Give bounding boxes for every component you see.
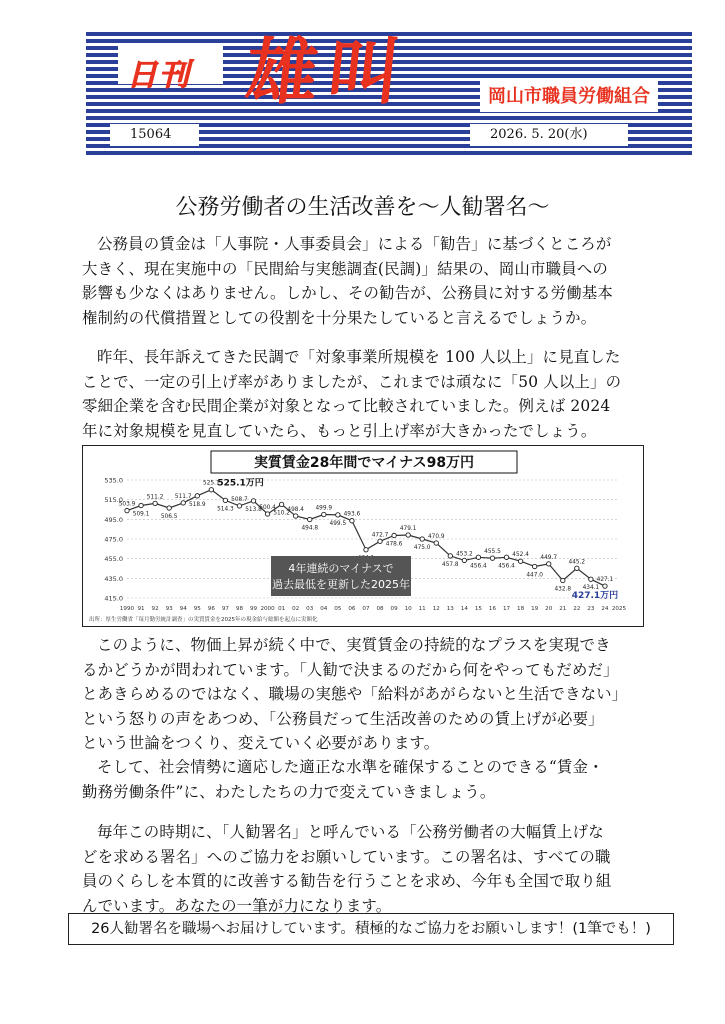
chart-data-label: 456.4 [470,563,487,570]
chart-point [293,514,297,518]
chart-point [420,537,424,541]
chart-point [378,539,382,543]
paragraph-line: 昨年、長年訴えてきた民調で「対象事業所規模を 100 人以上」に見直した [97,348,621,366]
chart-source: 出所：厚生労働省「毎月勤労統計調査」の実質賃金を2025年の現金給与総額を起点に実額化 [89,617,318,623]
chart-data-label: 453.2 [456,551,473,558]
paragraph-line: 勤務労働条件”に、わたしたちの力で変えていきましょう。 [82,782,496,801]
chart-x-tick-label: 13 [446,606,454,612]
chart-x-tick-label: 1990 [119,606,135,612]
chart-data-label: 509.1 [132,511,150,518]
chart-data-label: 511.7 [174,493,192,500]
chart-x-tick-label: 96 [207,606,215,612]
chart-point [532,564,536,568]
chart-data-label: 514.3 [217,506,234,513]
signature-notice-box: 26人勧署名を職場へお届けしています。積極的なご協力をお願いします！(1筆でも！) [68,913,674,945]
chart-x-tick-label: 01 [278,606,286,612]
chart-data-label: 456.4 [498,563,515,570]
chart-x-tick-label: 97 [221,606,229,612]
paragraph-line: という怒りの声をあつめ、「公務員だって生活改善のための賃上げが必要」 [82,709,604,728]
chart-data-label: 475.0 [413,545,431,551]
chart-point [209,488,213,492]
chart-point [504,555,508,559]
chart-x-tick-label: 98 [235,606,244,612]
chart-x-tick-label: 10 [404,606,412,612]
chart-y-tick-label: 475.0 [104,535,123,544]
chart-point [603,584,607,588]
chart-point [265,512,269,516]
chart-x-tick-label: 12 [432,606,440,612]
chart-x-tick-label: 19 [531,606,539,612]
chart-x-tick-label: 09 [390,606,398,612]
real-wage-chart [82,445,644,627]
chart-y-ticks [104,477,123,603]
chart-data-label: 470.9 [427,534,445,541]
chart-y-tick-label: 535.0 [104,476,123,485]
chart-data-label: 499.9 [315,505,333,512]
paragraph-line: どを求める署名」へのご協力をお願いしています。この署名は、すべての職 [82,847,611,866]
chart-x-tick-label: 02 [292,606,300,612]
paragraph-line: とあきらめるのではなく、職場の実態や「給料があがらないと生活できない」 [82,685,628,703]
paragraph-2 [82,345,642,443]
paragraph-line: 影響も少なくはありません。しかし、その勧告が、公務員に対する労働基本 [82,284,614,302]
chart-point [406,533,410,537]
chart-x-tick-label: 2025 [611,606,627,612]
masthead-title: 雄叫 [241,30,415,114]
chart-data-label: 478.6 [385,541,403,548]
chart-x-tick-label: 06 [348,606,356,612]
chart-annotation-line2: 過去最低を更新した2025年 [272,578,410,591]
chart-y-tick-label: 455.0 [104,555,123,564]
paragraph-4 [82,755,642,804]
chart-data-label: 525.1 [203,480,220,487]
chart-point [547,562,551,566]
chart-data-label: 513.8 [245,506,262,513]
chart-x-tick-label: 03 [306,606,314,612]
paragraph-line: るかどうかが問われています。「人勧で決まるのだから何をやってもだめだ」 [82,660,619,679]
chart-x-tick-label: 16 [488,606,497,612]
chart-point [518,559,522,563]
paragraph-line: 大きく、現在実施中の「民間給与実態調査(民調)」結果の、岡山市職員への [82,259,608,278]
chart-point [139,503,143,507]
chart-data-label: 511.2 [146,494,164,501]
paragraph-line: ことで、一定の引上げ率がありましたが、これまでは頑なに「50 人以上」の [82,372,622,391]
chart-point [322,512,326,516]
chart-y-tick-label: 415.0 [104,594,123,603]
chart-x-tick-label: 22 [573,606,581,612]
chart-peak-label: 525.1万円 [217,478,264,489]
chart-data-label: 472.7 [371,532,389,539]
chart-point [392,533,396,537]
chart-data-label: 457.8 [442,561,459,568]
chart-point [336,513,340,517]
paragraph-line: という世論をつくり、変えていく必要があります。 [82,734,440,752]
headline: 公務労働者の生活改善を～人勧署名～ [175,195,550,220]
issue-number: 15064 [110,124,199,146]
chart-y-tick-label: 515.0 [104,496,123,505]
chart-annotation-line1: 4年連続のマイナスで [288,562,394,575]
chart-point [195,494,199,498]
paragraph-line: 毎年この時期に、「人勧署名」と呼んでいる「公務労働者の大幅賃上げな [97,823,604,841]
paragraph-5 [82,820,642,918]
chart-x-tick-label: 23 [587,606,595,612]
chart-x-tick-label: 24 [601,606,609,612]
chart-point [223,498,227,502]
chart-title: 実質賃金28年間でマイナス98万円 [253,455,475,471]
chart-x-tick-label: 05 [334,606,342,612]
chart-data-label: 447.0 [526,572,543,579]
chart-point [251,499,255,503]
chart-data-label: 455.5 [484,549,501,556]
chart-x-tick-label: 17 [502,606,511,612]
issue-date: 2026. 5. 20(水) [470,124,628,146]
chart-data-label: 506.5 [160,514,178,521]
chart-data-label: 500.4 [259,505,276,512]
chart-y-tick-label: 435.0 [104,574,123,583]
chart-data-label: 508.7 [231,496,248,503]
chart-point [462,558,466,562]
masthead-series-label: 日刊 [127,58,191,93]
chart-x-tick-label: 2000 [260,606,275,612]
chart-point [279,502,283,506]
paragraph-3 [82,633,642,756]
chart-data-label: 449.7 [540,554,558,561]
chart-data-label: 503.9 [118,501,136,508]
chart-last-label: 427.1万円 [571,591,619,602]
chart-x-tick-label: 91 [137,606,145,612]
chart-data-label: 498.4 [287,506,304,513]
chart-data-label: 499.5 [329,520,347,527]
chart-point [153,501,157,505]
chart-x-tick-label: 99 [249,606,258,612]
chart-x-tick-label: 14 [460,606,468,612]
paragraph-line: そして、社会情勢に適応した適正な水準を確保することのできる“賃金・ [97,758,604,776]
chart-data-label: 518.9 [188,501,206,508]
chart-x-tick-label: 93 [165,606,173,612]
chart-y-tick-label: 495.0 [104,515,123,524]
chart-svg [83,446,643,626]
paragraph-line: 公務員の賃金は「人事院・人事委員会」による「勧告」に基づくところが [97,235,612,253]
chart-x-tick-label: 07 [362,606,370,612]
chart-point [448,554,452,558]
chart-data-label: 432.8 [554,586,572,593]
chart-point [350,519,354,523]
chart-x-tick-label: 20 [545,606,553,612]
union-name: 岡山市職員労働組合 [480,78,658,112]
chart-point [181,501,185,505]
chart-x-tick-label: 94 [179,606,187,612]
chart-point [237,504,241,508]
chart-point [476,555,480,559]
paragraph-line: 年に対象規模を見直していたら、もっと引上げ率が大きかったでしょう。 [82,421,597,440]
chart-x-tick-label: 08 [376,606,384,612]
paragraph-line: このように、物価上昇が続く中で、実質賃金の持続的なプラスを実現でき [97,636,611,654]
chart-point [434,541,438,545]
paragraph-line: んでいます。あなたの一筆が力になります。 [82,896,392,915]
paragraph-line: 零細企業を含む民間企業が対象となって比較されていました。例えば 2024 [82,397,611,415]
chart-point [490,556,494,560]
chart-point [308,517,312,521]
paragraph-1 [82,232,642,330]
chart-data-label: 493.6 [343,511,361,518]
chart-x-tick-label: 04 [320,606,328,612]
chart-point [167,506,171,510]
chart-data-label: 445.2 [568,559,586,566]
paragraph-line: 員のくらしを本質的に改善する勧告を行うことを求め、今年も全国で取り組 [82,872,612,890]
chart-point [589,577,593,581]
chart-point [561,578,565,582]
chart-x-tick-label: 11 [418,606,426,612]
chart-x-tick-label: 21 [559,606,567,612]
chart-data-label: 479.1 [399,525,417,532]
chart-data-label: 427.1 [596,577,614,584]
chart-x-tick-label: 15 [474,606,482,612]
chart-point [575,566,579,570]
chart-x-tick-label: 95 [193,606,201,612]
chart-x-ticks [120,606,627,612]
chart-x-tick-label: 18 [517,606,525,612]
chart-point [125,508,129,512]
chart-data-label: 494.8 [301,525,319,532]
paragraph-line: 権制約の代償措置としての役割を十分果たしていると言えるでしょうか。 [82,308,597,327]
chart-x-tick-label: 92 [151,606,159,612]
chart-data-label: 510.2 [273,510,290,517]
chart-point [364,548,368,552]
chart-data-label: 434.1 [582,585,600,592]
chart-data-label: 452.4 [512,552,529,559]
